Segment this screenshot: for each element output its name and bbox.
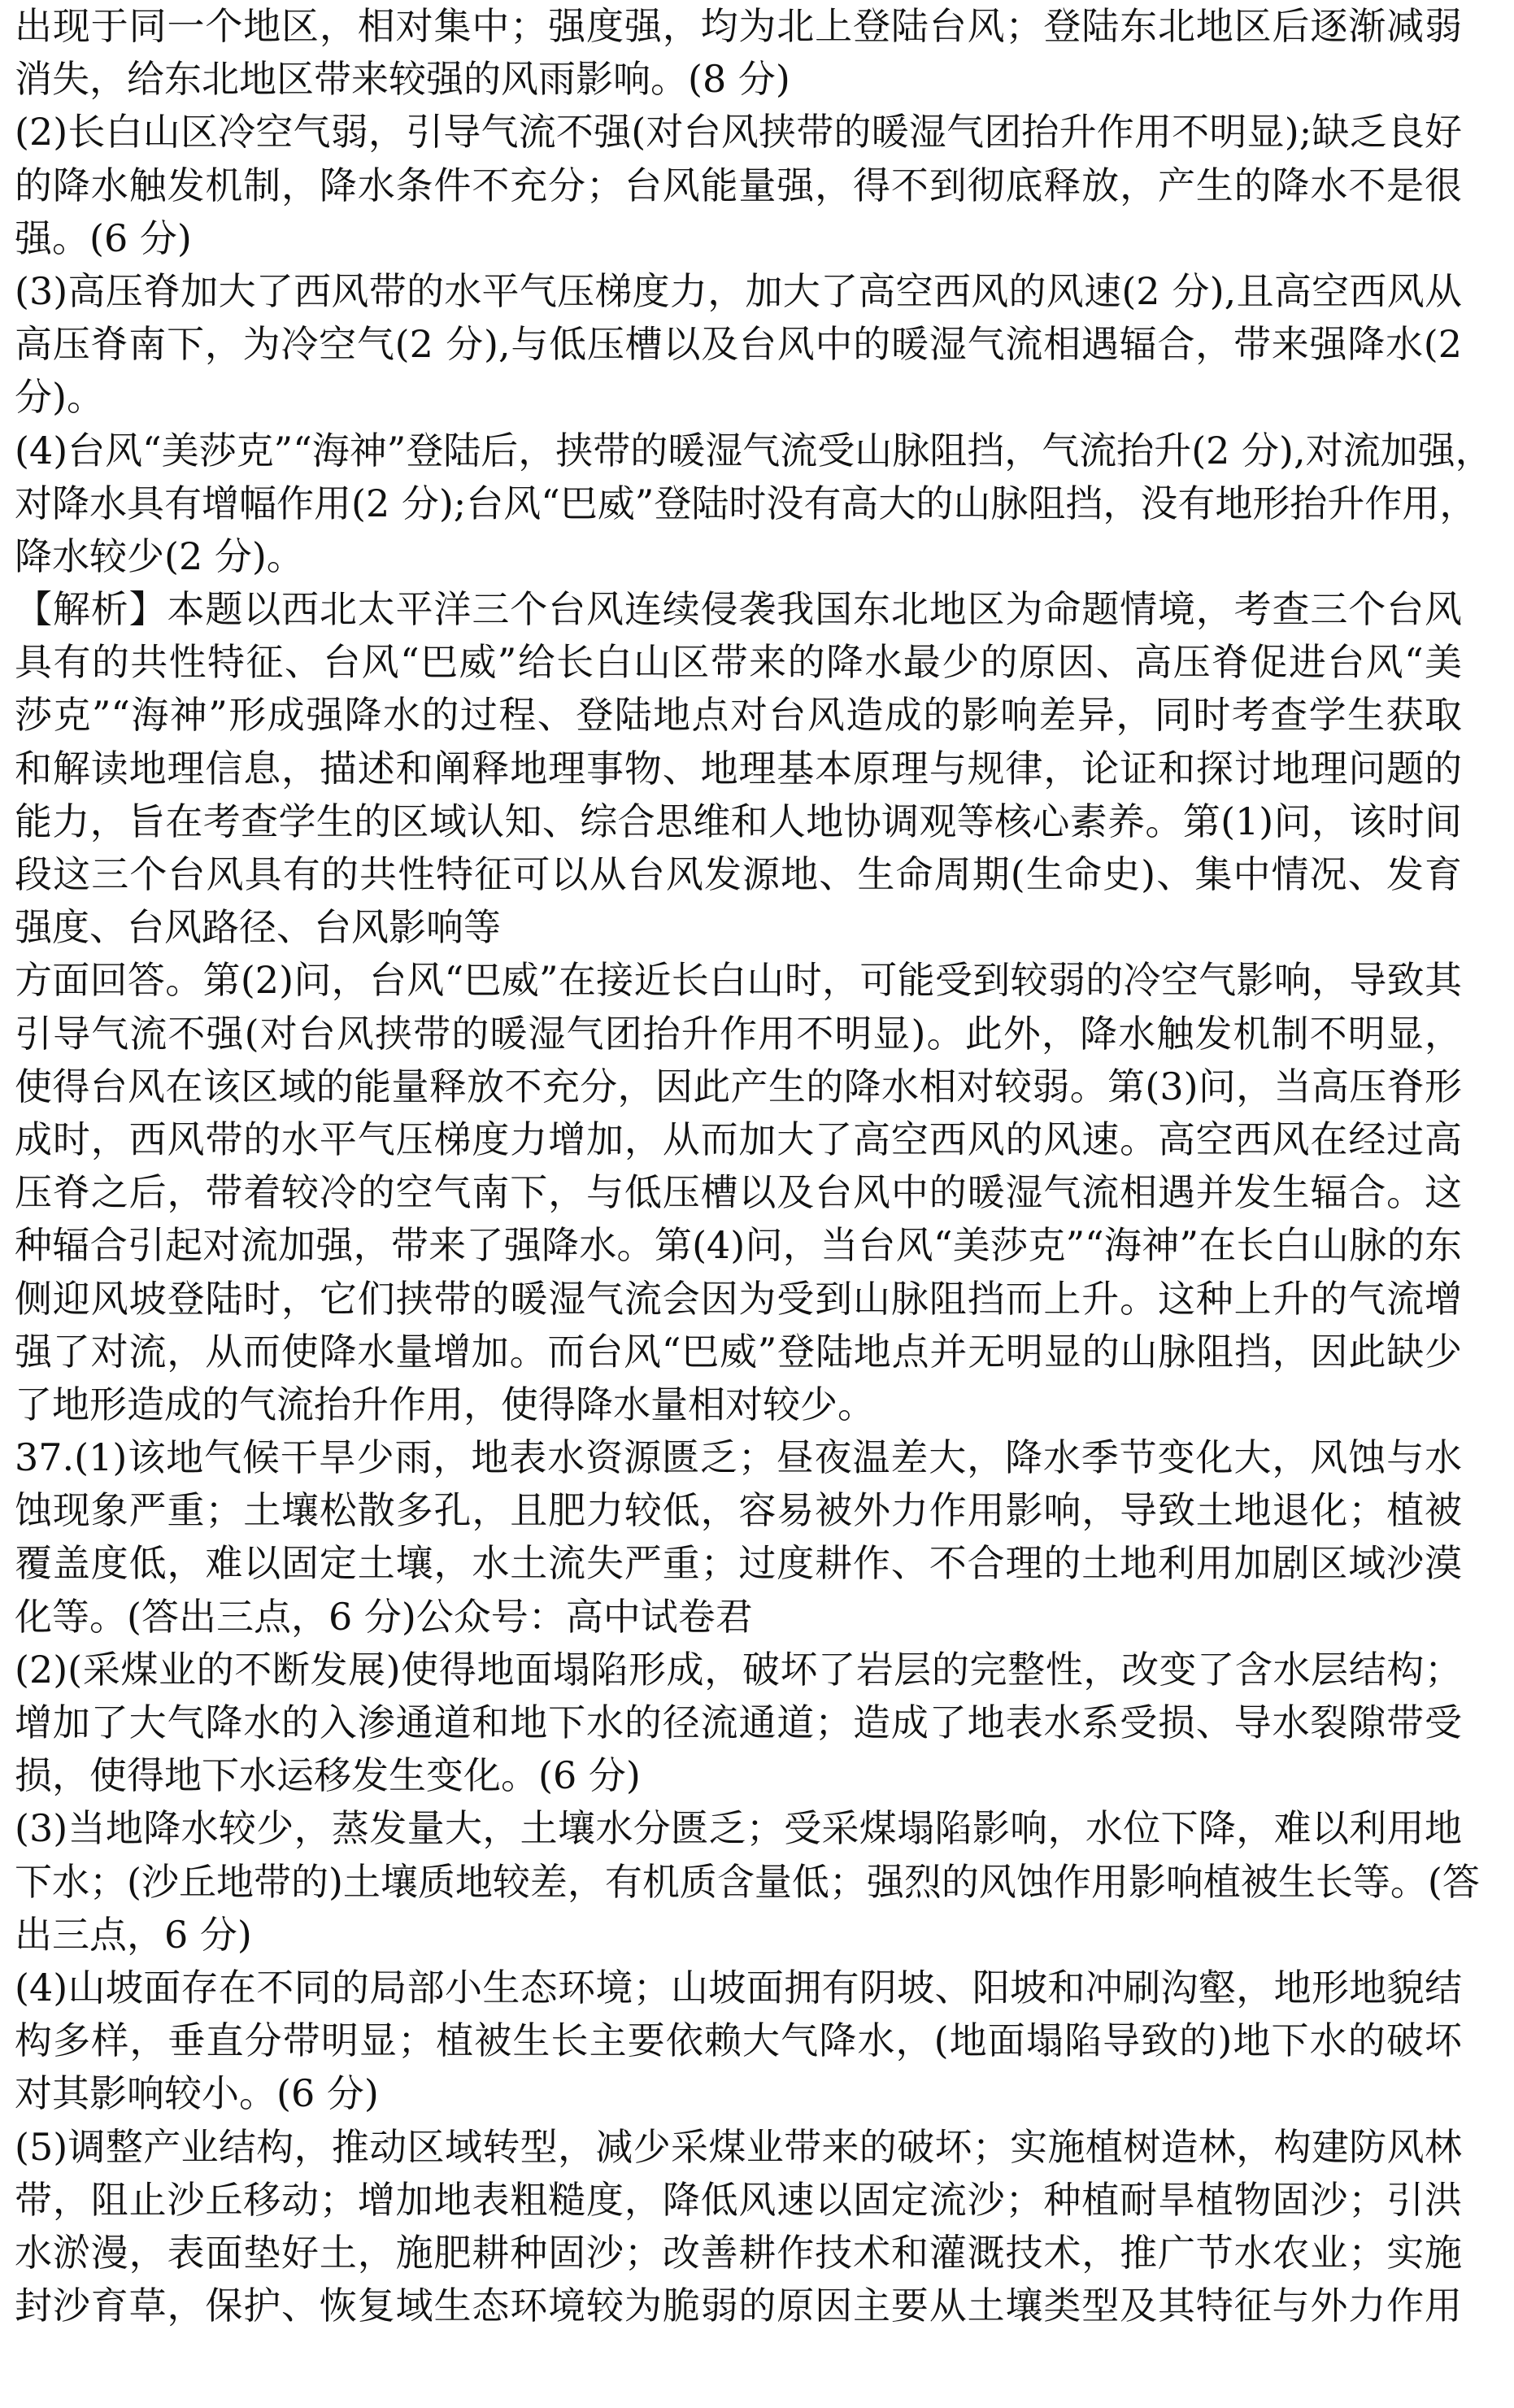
text-line: 强度、台风路径、台风影响等 [15,905,501,950]
text-line: 37.(1)该地气候干旱少雨，地表水资源匮乏；昼夜温差大，降水季节变化大，风蚀与水 [15,1435,1462,1480]
text-line: 强了对流，从而使降水量增加。而台风“巴威”登陆地点并无明显的山脉阻挡，因此缺少 [15,1329,1462,1374]
text-line: (4)山坡面存在不同的局部小生态环境；山坡面拥有阴坡、阳坡和冲刷沟壑，地形地貌结 [15,1965,1462,2010]
text-line: 侧迎风坡登陆时，它们挟带的暖湿气流会因为受到山脉阻挡而上升。这种上升的气流增 [15,1276,1462,1321]
text-line: 构多样，垂直分带明显；植被生长主要依赖大气降水，(地面塌陷导致的)地下水的破坏 [15,2018,1462,2063]
text-line: 出现于同一个地区，相对集中；强度强，均为北上登陆台风；登陆东北地区后逐渐减弱 [15,4,1462,48]
text-line: 莎克”“海神”形成强降水的过程、登陆地点对台风造成的影响差异，同时考查学生获取 [15,693,1462,738]
text-line: 对其影响较小。(6 分) [15,2071,379,2116]
text-line: 的降水触发机制，降水条件不充分；台风能量强，得不到彻底释放，产生的降水不是很 [15,163,1462,207]
text-line: 水淤漫，表面垫好土，施肥耕种固沙；改善耕作技术和灌溉技术，推广节水农业；实施 [15,2230,1462,2275]
text-line: 使得台风在该区域的能量释放不充分，因此产生的降水相对较弱。第(3)问，当高压脊形 [15,1064,1462,1108]
text-line: 出三点，6 分) [15,1912,252,1957]
text-line: 封沙育草，保护、恢复域生态环境较为脆弱的原因主要从土壤类型及其特征与外力作用 [15,2284,1462,2328]
text-line: 压脊之后，带着较冷的空气南下，与低压槽以及台风中的暖湿气流相遇并发生辐合。这 [15,1170,1462,1215]
text-line: 成时，西风带的水平气压梯度力增加，从而加大了高空西风的风速。高空西风在经过高 [15,1117,1462,1161]
text-line: (2)(采煤业的不断发展)使得地面塌陷形成，破坏了岩层的完整性，改变了含水层结构； [15,1647,1462,1692]
text-line: 种辐合引起对流加强，带来了强降水。第(4)问，当台风“美莎克”“海神”在长白山脉的东 [15,1223,1462,1268]
text-line: 高压脊南下，为冷空气(2 分),与低压槽以及台风中的暖湿气流相遇辐合，带来强降水(2 [15,322,1462,367]
text-line: 分)。 [15,375,104,420]
text-line: 具有的共性特征、台风“巴威”给长白山区带来的降水最少的原因、高压脊促进台风“美 [15,640,1462,685]
text-line: (5)调整产业结构，推动区域转型，减少采煤业带来的破坏；实施植树造林，构建防风林 [15,2124,1462,2169]
text-line: 和解读地理信息，描述和阐释地理事物、地理基本原理与规律，论证和探讨地理问题的 [15,746,1462,790]
text-line: 能力，旨在考查学生的区域认知、综合思维和人地协调观等核心素养。第(1)问，该时间 [15,799,1462,843]
text-line: 方面回答。第(2)问，台风“巴威”在接近长白山时，可能受到较弱的冷空气影响，导致其 [15,958,1462,1003]
document-body [15,0,1493,2332]
text-line: 降水较少(2 分)。 [15,533,304,578]
text-line: 带，阻止沙丘移动；增加地表粗糙度，降低风速以固定流沙；种植耐旱植物固沙；引洪 [15,2177,1462,2222]
text-line: 强。(6 分) [15,216,192,260]
text-line: 段这三个台风具有的共性特征可以从台风发源地、生命周期(生命史)、集中情况、发育 [15,852,1462,896]
text-line: 覆盖度低，难以固定土壤，水土流失严重；过度耕作、不合理的土地利用加剧区域沙漠 [15,1541,1462,1586]
text-line: (4)台风“美莎克”“海神”登陆后，挟带的暖湿气流受山脉阻挡，气流抬升(2 分),对流加强， [15,428,1493,472]
text-line: 化等。(答出三点，6 分)公众号：高中试卷君 [15,1594,753,1639]
text-line: 引导气流不强(对台风挟带的暖湿气团抬升作用不明显)。此外，降水触发机制不明显， [15,1011,1462,1056]
text-line: 增加了大气降水的入渗通道和地下水的径流通道；造成了地表水系受损、导水裂隙带受 [15,1700,1462,1744]
text-line: 对降水具有增幅作用(2 分);台风“巴威”登陆时没有高大的山脉阻挡，没有地形抬升作用， [15,481,1477,525]
text-line: (3)当地降水较少，蒸发量大，土壤水分匮乏；受采煤塌陷影响，水位下降，难以利用地 [15,1806,1462,1851]
text-line: 下水；(沙丘地带的)土壤质地较差，有机质含量低；强烈的风蚀作用影响植被生长等。(答 [15,1859,1480,1904]
text-line: 损，使得地下水运移发生变化。(6 分) [15,1753,641,1798]
text-line: (2)长白山区冷空气弱，引导气流不强(对台风挟带的暖湿气团抬升作用不明显);缺乏良好 [15,110,1462,155]
text-line: 消失，给东北地区带来较强的风雨影响。(8 分) [15,57,790,102]
text-line: 蚀现象严重；土壤松散多孔，且肥力较低，容易被外力作用影响，导致土地退化；植被 [15,1488,1462,1533]
text-line: (3)高压脊加大了西风带的水平气压梯度力，加大了高空西风的风速(2 分),且高空西风从 [15,268,1462,313]
text-line: 了地形造成的气流抬升作用，使得降水量相对较少。 [15,1382,875,1426]
text-line: 【解析】本题以西北太平洋三个台风连续侵袭我国东北地区为命题情境，考查三个台风 [15,587,1462,632]
